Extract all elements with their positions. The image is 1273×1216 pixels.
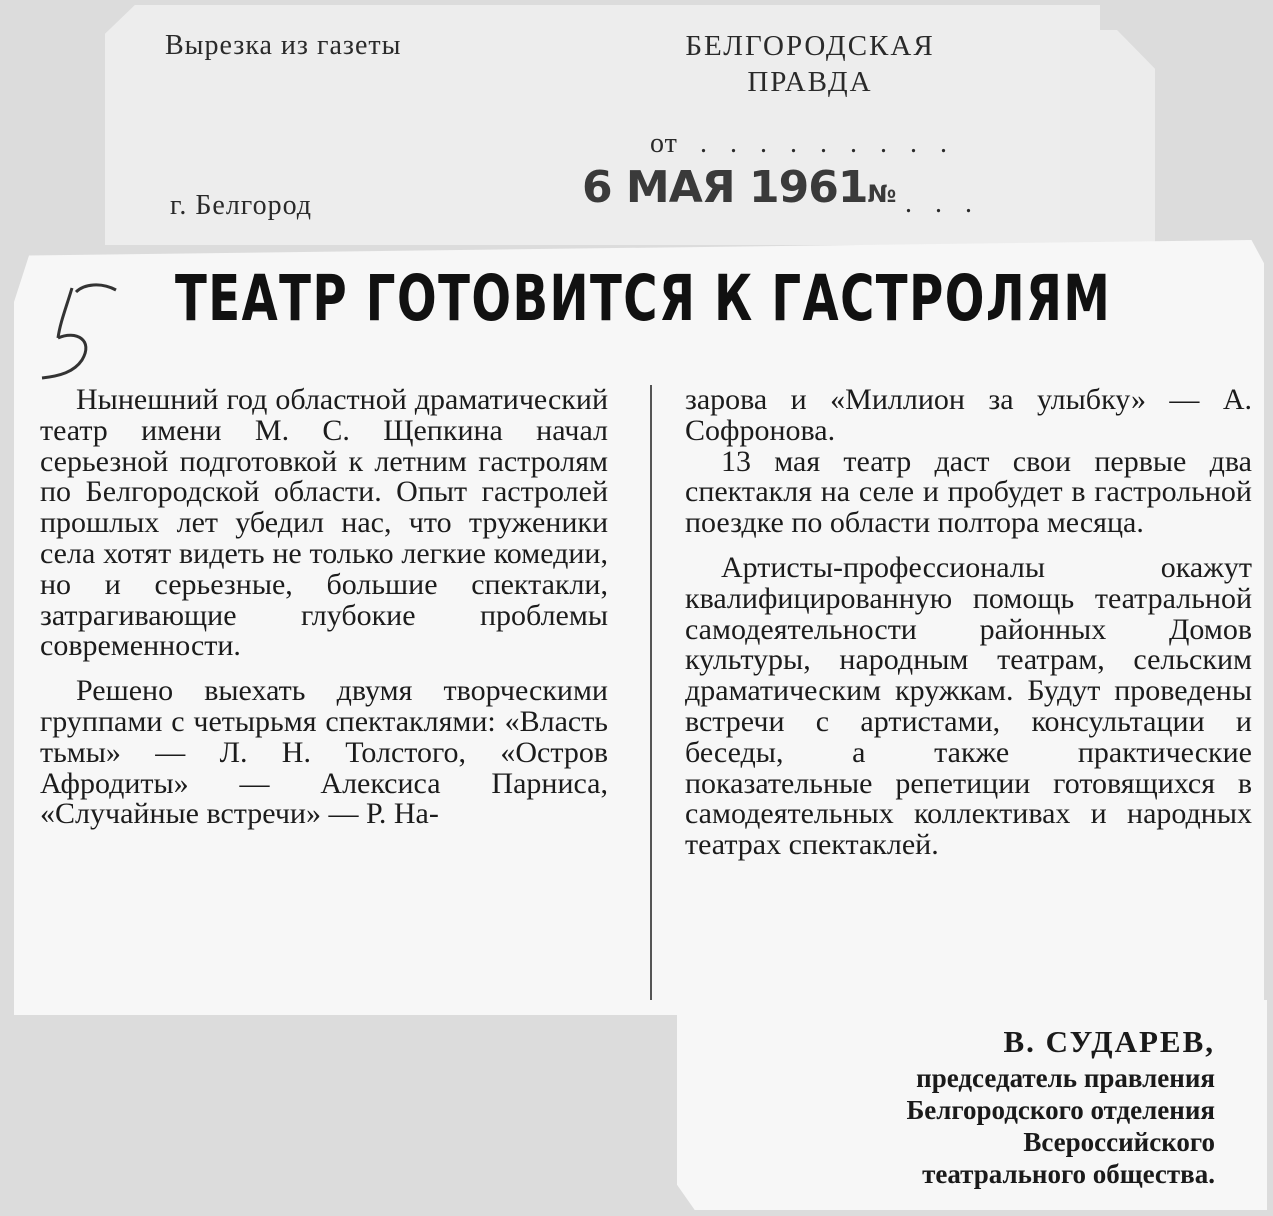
handwritten-number-mark bbox=[36, 268, 126, 398]
article-column-left bbox=[40, 385, 608, 830]
handwritten-mark-drawing bbox=[36, 268, 126, 398]
newspaper-name-line1: БЕЛГОРОДСКАЯ bbox=[685, 30, 935, 62]
article-column-right bbox=[685, 385, 1252, 861]
newspaper-name bbox=[640, 28, 980, 100]
issue-dotted-line: . . . bbox=[905, 188, 980, 219]
article-paragraph: 13 мая театр даст свои первые два спектакля на селе и пробудет в гастрольной поездке по области полтора месяца. bbox=[685, 444, 1252, 540]
source-label: Вырезка из газеты bbox=[165, 30, 402, 61]
article-paragraph: Нынешний год областной драматический театр имени М. С. Щепкина начал серьезной подготовкой к летним гастролям по Белгородской области. Опыт гастролей прошлых лет убедил нас, что труженики села хотят видеть не только легкие комедии, но и серьезные, большие спектакли, затрагивающие глубокие проблемы современности. bbox=[40, 383, 608, 663]
article-paragraph: зарова и «Миллион за улыбку» — А. Софронова. bbox=[685, 383, 1252, 447]
date-stamp bbox=[582, 162, 896, 213]
date-prefix: от bbox=[650, 128, 678, 159]
date-dotted-line: . . . . . . . . . bbox=[700, 128, 955, 159]
issue-number-sign: № bbox=[867, 180, 897, 208]
author-title-line: Белгородского отделения bbox=[906, 1095, 1215, 1125]
newspaper-name-line2: ПРАВДА bbox=[747, 66, 873, 98]
author-title-line: председатель правления bbox=[916, 1063, 1215, 1093]
article-headline: ТЕАТР ГОТОВИТСЯ К ГАСТРОЛЯМ bbox=[175, 262, 1112, 335]
column-divider bbox=[650, 385, 652, 1000]
author-title-line: театрального общества. bbox=[922, 1159, 1215, 1189]
article-paragraph: Артисты-профессионалы окажут квалифицированную помощь театральной самодеятельности районных Домов культуры, народным театрам, сельским драматическим кружкам. Будут проведены встречи с артистами, консультации и беседы, а также практические показательные репетиции готовящихся в самодеятельных коллективах и народных театрах спектаклей. bbox=[685, 550, 1252, 862]
article-paragraph: Решено выехать двумя творческими группами с четырьмя спектаклями: «Власть тьмы» — Л. Н. Толстого, «Остров Афродиты» — Алексиса Парниса, «Случайные встречи» — Р. На- bbox=[40, 674, 608, 831]
author-name: В. СУДАРЕВ, bbox=[1003, 1024, 1215, 1059]
clipping-label-slip-corner bbox=[1060, 30, 1155, 245]
author-title-line: Всероссийского bbox=[1023, 1127, 1215, 1157]
author-signature-block bbox=[760, 1022, 1215, 1190]
date-stamp-text: 6 МАЯ 1961 bbox=[582, 162, 868, 213]
city-label: г. Белгород bbox=[170, 190, 313, 221]
